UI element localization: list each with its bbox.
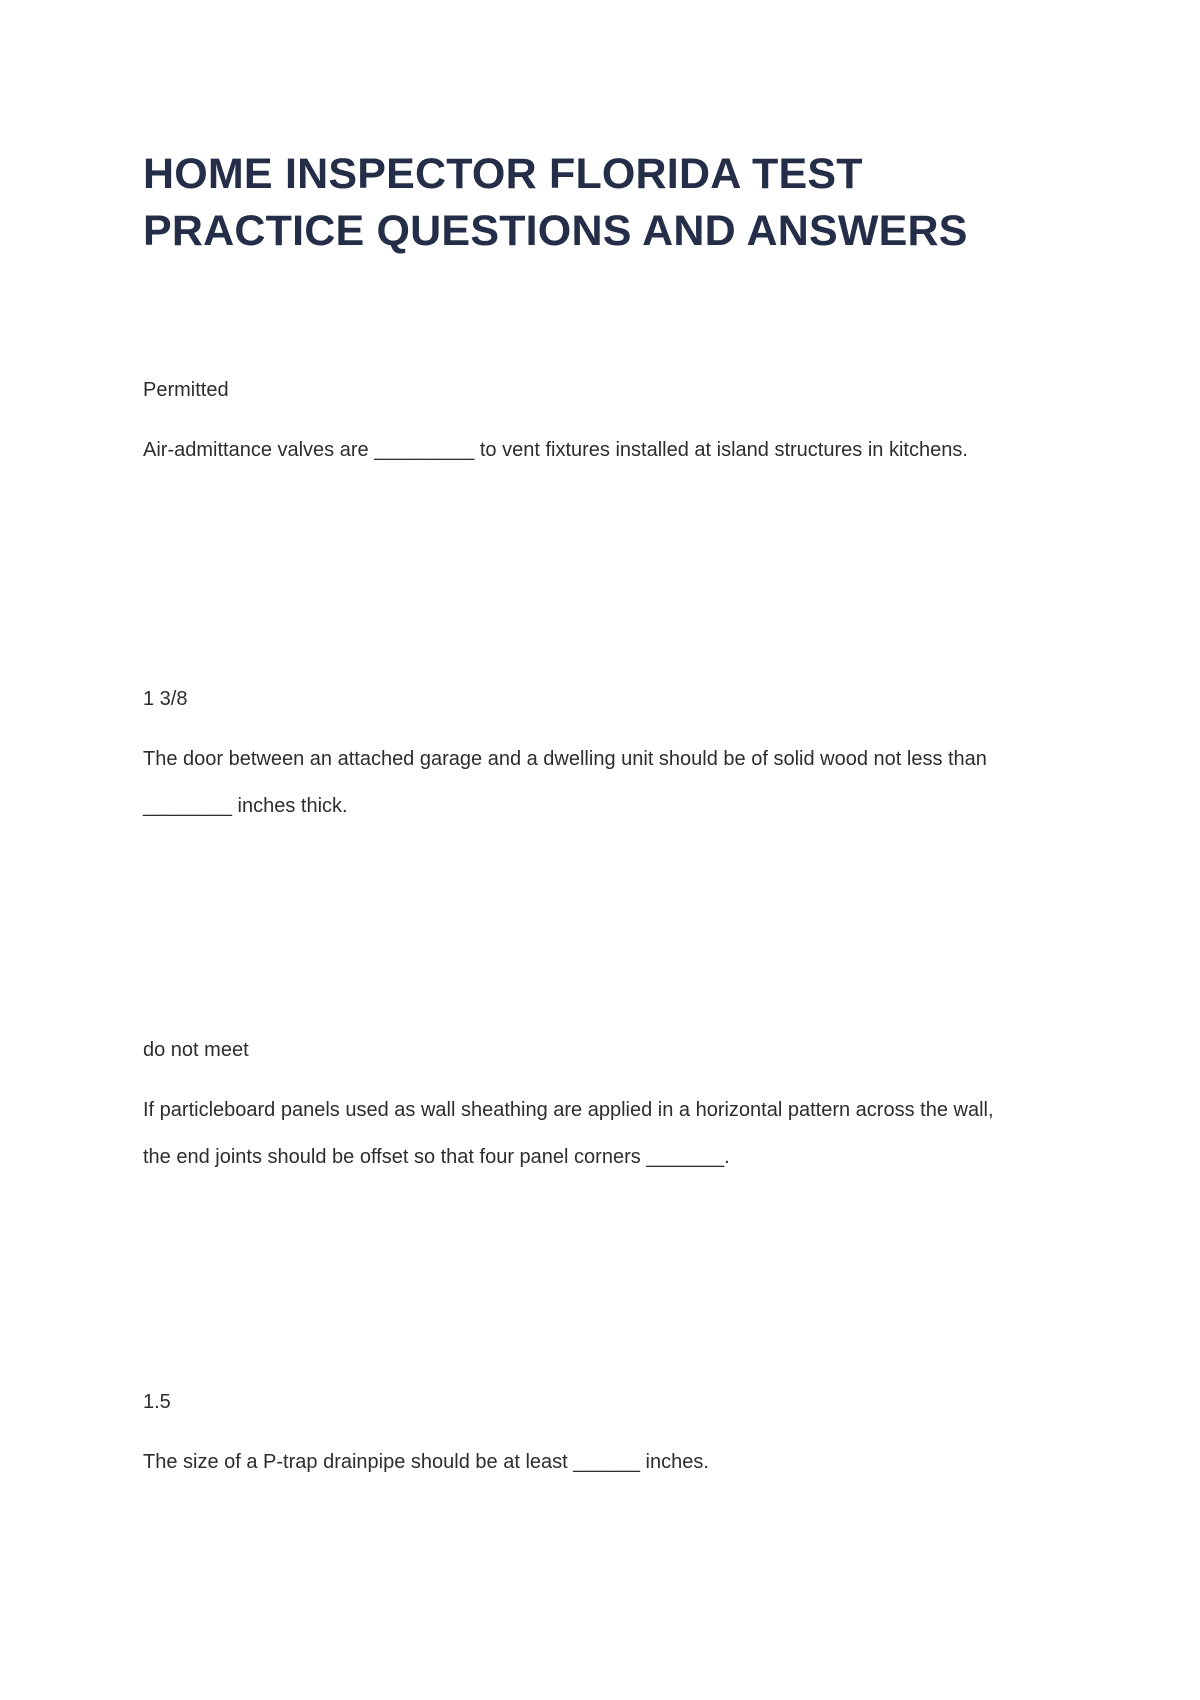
qa-question-2 xyxy=(143,736,1143,830)
qa-answer-4: 1.5 xyxy=(143,1391,171,1413)
qa-question-2-line-2: ________ inches thick. xyxy=(143,795,348,817)
qa-answer-3: do not meet xyxy=(143,1039,249,1061)
qa-question-2-line-1: The door between an attached garage and a dwelling unit should be of solid wood not less than xyxy=(143,748,987,770)
qa-block-2 xyxy=(143,687,1143,830)
qa-block-4 xyxy=(143,1390,1143,1486)
qa-question-4 xyxy=(143,1439,1143,1486)
qa-question-3 xyxy=(143,1087,1143,1181)
page-title xyxy=(143,146,968,260)
qa-block-3 xyxy=(143,1038,1143,1181)
qa-question-1 xyxy=(143,427,1143,474)
qa-question-3-line-2: the end joints should be offset so that four panel corners _______. xyxy=(143,1146,730,1168)
qa-question-3-line-1: If particleboard panels used as wall sheathing are applied in a horizontal pattern across the wall, xyxy=(143,1099,994,1121)
qa-question-4-line-1: The size of a P-trap drainpipe should be at least ______ inches. xyxy=(143,1451,709,1473)
qa-answer-2: 1 3/8 xyxy=(143,688,188,710)
qa-answer-1: Permitted xyxy=(143,379,229,401)
page-title-line-2: PRACTICE QUESTIONS AND ANSWERS xyxy=(143,207,968,255)
page-title-line-1: HOME INSPECTOR FLORIDA TEST xyxy=(143,150,863,198)
qa-question-1-line-1: Air-admittance valves are _________ to vent fixtures installed at island structures in kitchens. xyxy=(143,439,968,461)
qa-block-1 xyxy=(143,378,1143,474)
